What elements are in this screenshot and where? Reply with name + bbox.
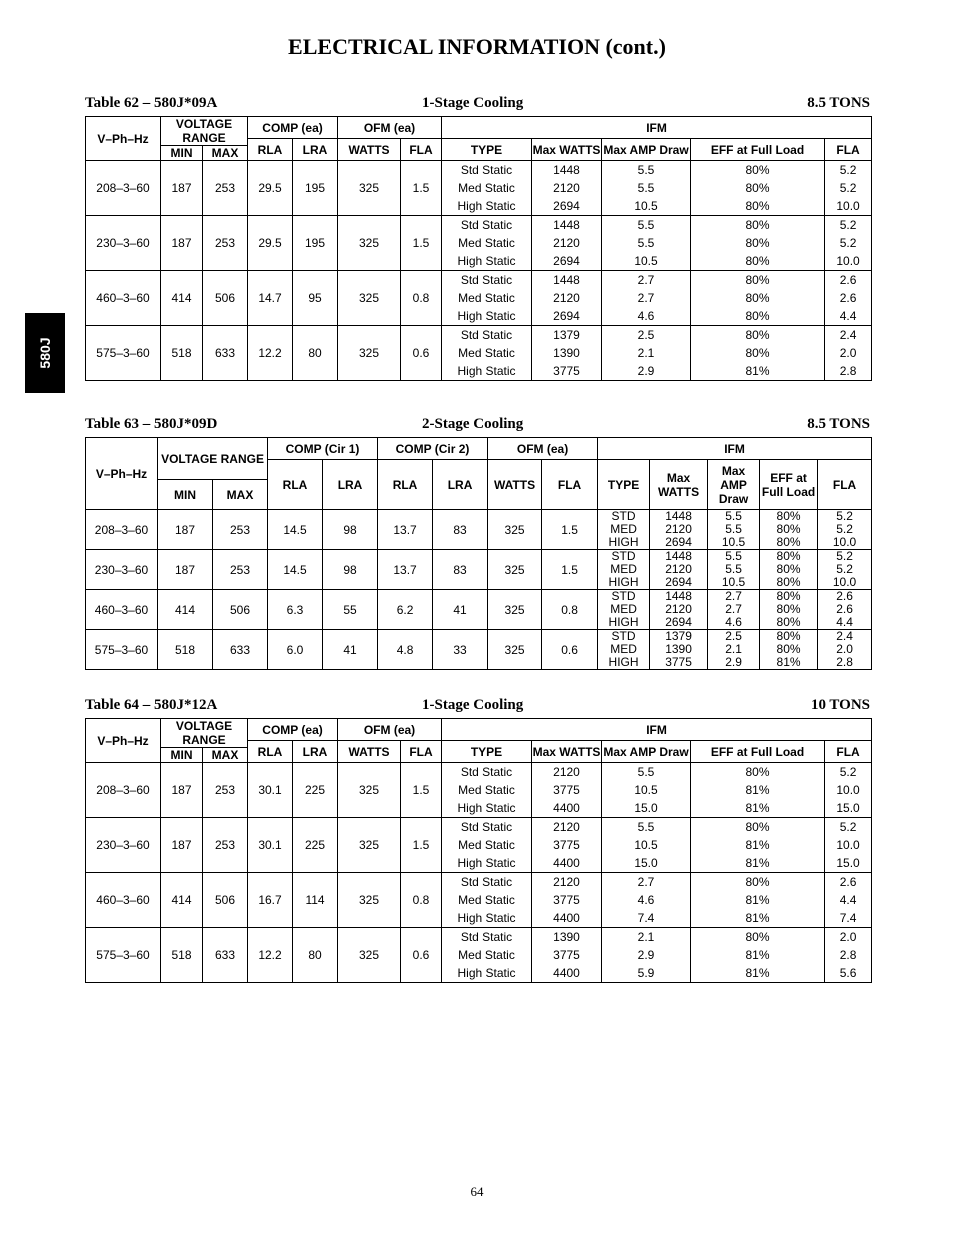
header-ifm: IFM xyxy=(442,719,872,741)
header-ifm-fla: FLA xyxy=(818,460,872,510)
header-rla: RLA xyxy=(248,741,293,763)
cell-watts: 325 xyxy=(338,216,401,271)
cell-vph: 208–3–60 xyxy=(86,763,161,818)
cell-vph: 230–3–60 xyxy=(86,550,158,590)
cell-watts: 325 xyxy=(338,873,401,928)
cell-min: 187 xyxy=(158,510,213,550)
cell-fla: 0.8 xyxy=(542,590,598,630)
header-ifm: IFM xyxy=(442,117,872,139)
cell-lra-cir2: 41 xyxy=(433,590,488,630)
table-title: Table 64 – 580J*12A xyxy=(85,697,218,713)
table-62-caption xyxy=(85,95,870,115)
cell-fla: 0.6 xyxy=(401,326,442,381)
table-row xyxy=(86,161,872,216)
cell-ifm-fla: 2.6 2.6 4.4 xyxy=(818,590,872,630)
cell-ifm-fla: 5.2 5.2 10.0 xyxy=(825,161,872,216)
header-lra: LRA xyxy=(293,741,338,763)
cell-min: 518 xyxy=(161,928,203,983)
cell-rla: 29.5 xyxy=(248,161,293,216)
cell-min: 518 xyxy=(161,326,203,381)
cell-watts: 325 xyxy=(488,590,542,630)
cell-type: STD MED HIGH xyxy=(598,590,650,630)
cell-min: 414 xyxy=(158,590,213,630)
cell-max-watts: 1379 1390 3775 xyxy=(650,630,708,670)
table-tons: 8.5 TONS xyxy=(807,95,870,111)
cell-lra: 195 xyxy=(293,161,338,216)
cell-max-watts: 1379 1390 3775 xyxy=(532,326,602,381)
cell-max-watts: 1448 2120 2694 xyxy=(532,216,602,271)
cell-lra: 80 xyxy=(293,928,338,983)
cell-lra-cir1: 55 xyxy=(323,590,378,630)
cell-max-watts: 1448 2120 2694 xyxy=(650,590,708,630)
cell-type: STD MED HIGH xyxy=(598,630,650,670)
cell-ifm-fla: 2.4 2.0 2.8 xyxy=(825,326,872,381)
cell-ifm-fla: 2.6 2.6 4.4 xyxy=(825,271,872,326)
cell-max: 506 xyxy=(213,590,268,630)
cell-max: 633 xyxy=(203,928,248,983)
header-max-watts: Max WATTS xyxy=(650,460,708,510)
header-max-watts: Max WATTS xyxy=(532,139,602,161)
cell-max-amp: 5.5 5.5 10.5 xyxy=(708,510,760,550)
header-max: MAX xyxy=(203,748,248,763)
cell-max-watts: 2120 3775 4400 xyxy=(532,763,602,818)
header-comp: COMP (ea) xyxy=(248,719,338,741)
cell-max-amp: 5.5 5.5 10.5 xyxy=(602,161,691,216)
cell-min: 187 xyxy=(161,818,203,873)
cell-rla-cir1: 6.0 xyxy=(268,630,323,670)
cell-watts: 325 xyxy=(338,271,401,326)
cell-eff: 80% 80% 80% xyxy=(691,216,825,271)
cell-watts: 325 xyxy=(338,818,401,873)
header-eff: EFF at Full Load xyxy=(691,139,825,161)
cell-lra-cir2: 83 xyxy=(433,550,488,590)
header-vph: V–Ph–Hz xyxy=(86,117,161,161)
cell-rla-cir2: 13.7 xyxy=(378,550,433,590)
header-voltage-range: VOLTAGE RANGE xyxy=(161,117,248,146)
cell-rla: 14.7 xyxy=(248,271,293,326)
header-fla: FLA xyxy=(542,460,598,510)
cell-max-amp: 2.5 2.1 2.9 xyxy=(708,630,760,670)
header-vph: V–Ph–Hz xyxy=(86,719,161,763)
table-64-caption xyxy=(85,697,870,717)
cell-max-amp: 2.7 2.7 4.6 xyxy=(602,271,691,326)
cell-lra-cir1: 98 xyxy=(323,550,378,590)
table-row xyxy=(86,763,872,818)
header-rla: RLA xyxy=(248,139,293,161)
header-max-amp: Max AMP Draw xyxy=(602,139,691,161)
cell-eff: 80% 80% 80% xyxy=(760,510,818,550)
header-min: MIN xyxy=(158,480,213,510)
cell-vph: 208–3–60 xyxy=(86,161,161,216)
cell-lra: 95 xyxy=(293,271,338,326)
cell-eff: 80% 80% 80% xyxy=(691,271,825,326)
header-ofm: OFM (ea) xyxy=(338,117,442,139)
header-type: TYPE xyxy=(598,460,650,510)
cell-type: Std Static Med Static High Static xyxy=(442,818,532,873)
cell-max: 253 xyxy=(203,216,248,271)
cell-min: 187 xyxy=(158,550,213,590)
cell-fla: 0.8 xyxy=(401,873,442,928)
header-comp-cir2: COMP (Cir 2) xyxy=(378,438,488,460)
cell-max: 633 xyxy=(213,630,268,670)
cell-ifm-fla: 5.2 10.0 15.0 xyxy=(825,818,872,873)
header-rla: RLA xyxy=(268,460,323,510)
header-voltage-range: VOLTAGE RANGE xyxy=(161,719,248,748)
cell-ifm-fla: 5.2 5.2 10.0 xyxy=(825,216,872,271)
cell-watts: 325 xyxy=(338,928,401,983)
table-row xyxy=(86,630,872,670)
header-lra: LRA xyxy=(323,460,378,510)
cell-rla-cir2: 13.7 xyxy=(378,510,433,550)
header-min: MIN xyxy=(161,146,203,161)
header-ifm-fla: FLA xyxy=(825,139,872,161)
cell-max: 506 xyxy=(203,271,248,326)
cell-vph: 230–3–60 xyxy=(86,216,161,271)
cell-ifm-fla: 2.0 2.8 5.6 xyxy=(825,928,872,983)
cell-max-watts: 1448 2120 2694 xyxy=(650,510,708,550)
cell-fla: 1.5 xyxy=(401,818,442,873)
table-row xyxy=(86,873,872,928)
cell-lra: 225 xyxy=(293,763,338,818)
cell-ifm-fla: 5.2 5.2 10.0 xyxy=(818,550,872,590)
table-row xyxy=(86,216,872,271)
table-stage: 2-Stage Cooling xyxy=(422,416,524,432)
table-row xyxy=(86,326,872,381)
header-comp-cir1: COMP (Cir 1) xyxy=(268,438,378,460)
cell-ifm-fla: 5.2 10.0 15.0 xyxy=(825,763,872,818)
table-tons: 10 TONS xyxy=(810,697,870,713)
cell-lra: 114 xyxy=(293,873,338,928)
header-ifm: IFM xyxy=(598,438,872,460)
table-62 xyxy=(85,116,872,381)
cell-rla: 16.7 xyxy=(248,873,293,928)
cell-watts: 325 xyxy=(338,763,401,818)
cell-eff: 80% 81% 81% xyxy=(691,928,825,983)
cell-ifm-fla: 2.6 4.4 7.4 xyxy=(825,873,872,928)
cell-fla: 1.5 xyxy=(401,216,442,271)
header-type: TYPE xyxy=(442,139,532,161)
header-ifm-fla: FLA xyxy=(825,741,872,763)
header-max-amp: Max AMP Draw xyxy=(708,460,760,510)
cell-max-watts: 1448 2120 2694 xyxy=(650,550,708,590)
cell-lra: 225 xyxy=(293,818,338,873)
table-row xyxy=(86,550,872,590)
cell-vph: 575–3–60 xyxy=(86,326,161,381)
cell-type: Std Static Med Static High Static xyxy=(442,216,532,271)
cell-ifm-fla: 5.2 5.2 10.0 xyxy=(818,510,872,550)
cell-max-watts: 2120 3775 4400 xyxy=(532,818,602,873)
header-max: MAX xyxy=(213,480,268,510)
header-min: MIN xyxy=(161,748,203,763)
header-watts: WATTS xyxy=(338,741,401,763)
cell-fla: 0.6 xyxy=(542,630,598,670)
cell-max-amp: 2.5 2.1 2.9 xyxy=(602,326,691,381)
cell-max: 633 xyxy=(203,326,248,381)
cell-lra-cir2: 83 xyxy=(433,510,488,550)
header-ofm: OFM (ea) xyxy=(338,719,442,741)
cell-ifm-fla: 2.4 2.0 2.8 xyxy=(818,630,872,670)
cell-watts: 325 xyxy=(488,550,542,590)
cell-eff: 80% 81% 81% xyxy=(691,873,825,928)
cell-fla: 0.8 xyxy=(401,271,442,326)
table-title: Table 63 – 580J*09D xyxy=(85,416,218,432)
cell-eff: 80% 80% 80% xyxy=(760,590,818,630)
cell-max-watts: 1448 2120 2694 xyxy=(532,161,602,216)
header-watts: WATTS xyxy=(338,139,401,161)
cell-vph: 460–3–60 xyxy=(86,271,161,326)
table-stage: 1-Stage Cooling xyxy=(422,95,524,111)
header-voltage-range: VOLTAGE RANGE xyxy=(158,438,268,480)
cell-rla: 12.2 xyxy=(248,326,293,381)
page-title: ELECTRICAL INFORMATION (cont.) xyxy=(288,34,666,59)
cell-type: Std Static Med Static High Static xyxy=(442,928,532,983)
header-max: MAX xyxy=(203,146,248,161)
table-row xyxy=(86,510,872,550)
cell-max: 253 xyxy=(203,161,248,216)
cell-rla: 30.1 xyxy=(248,818,293,873)
cell-max: 253 xyxy=(213,550,268,590)
cell-max-watts: 2120 3775 4400 xyxy=(532,873,602,928)
cell-min: 414 xyxy=(161,873,203,928)
header-ofm: OFM (ea) xyxy=(488,438,598,460)
cell-min: 518 xyxy=(158,630,213,670)
cell-max-amp: 5.5 5.5 10.5 xyxy=(602,216,691,271)
cell-watts: 325 xyxy=(338,161,401,216)
header-eff: EFF at Full Load xyxy=(691,741,825,763)
header-max-amp: Max AMP Draw xyxy=(602,741,691,763)
cell-fla: 1.5 xyxy=(542,550,598,590)
table-row xyxy=(86,928,872,983)
header-lra: LRA xyxy=(433,460,488,510)
cell-eff: 80% 81% 81% xyxy=(691,763,825,818)
cell-rla-cir1: 6.3 xyxy=(268,590,323,630)
cell-eff: 80% 80% 81% xyxy=(691,326,825,381)
cell-vph: 208–3–60 xyxy=(86,510,158,550)
cell-vph: 575–3–60 xyxy=(86,928,161,983)
cell-rla-cir1: 14.5 xyxy=(268,510,323,550)
cell-watts: 325 xyxy=(338,326,401,381)
cell-type: Std Static Med Static High Static xyxy=(442,873,532,928)
cell-max-amp: 2.7 2.7 4.6 xyxy=(708,590,760,630)
header-vph: V–Ph–Hz xyxy=(86,438,158,510)
cell-type: Std Static Med Static High Static xyxy=(442,161,532,216)
table-63-caption xyxy=(85,416,870,436)
cell-watts: 325 xyxy=(488,630,542,670)
cell-lra-cir2: 33 xyxy=(433,630,488,670)
cell-max-amp: 2.1 2.9 5.9 xyxy=(602,928,691,983)
header-rla: RLA xyxy=(378,460,433,510)
header-comp: COMP (ea) xyxy=(248,117,338,139)
cell-type: Std Static Med Static High Static xyxy=(442,326,532,381)
cell-min: 414 xyxy=(161,271,203,326)
header-max-watts: Max WATTS xyxy=(532,741,602,763)
cell-max: 253 xyxy=(203,818,248,873)
cell-max-amp: 2.7 4.6 7.4 xyxy=(602,873,691,928)
cell-lra-cir1: 98 xyxy=(323,510,378,550)
cell-type: STD MED HIGH xyxy=(598,510,650,550)
table-64 xyxy=(85,718,872,983)
cell-rla-cir1: 14.5 xyxy=(268,550,323,590)
cell-min: 187 xyxy=(161,763,203,818)
cell-rla: 30.1 xyxy=(248,763,293,818)
cell-eff: 80% 80% 80% xyxy=(760,550,818,590)
cell-vph: 460–3–60 xyxy=(86,873,161,928)
cell-max-watts: 1448 2120 2694 xyxy=(532,271,602,326)
table-row xyxy=(86,271,872,326)
table-row xyxy=(86,590,872,630)
cell-type: STD MED HIGH xyxy=(598,550,650,590)
cell-max-amp: 5.5 10.5 15.0 xyxy=(602,763,691,818)
table-stage: 1-Stage Cooling xyxy=(422,697,524,713)
section-tab-label: 580J xyxy=(37,337,53,369)
cell-max: 253 xyxy=(203,763,248,818)
header-lra: LRA xyxy=(293,139,338,161)
cell-fla: 1.5 xyxy=(401,763,442,818)
cell-type: Std Static Med Static High Static xyxy=(442,271,532,326)
table-title: Table 62 – 580J*09A xyxy=(85,95,218,111)
cell-rla: 12.2 xyxy=(248,928,293,983)
header-watts: WATTS xyxy=(488,460,542,510)
cell-max: 506 xyxy=(203,873,248,928)
header-fla: FLA xyxy=(401,139,442,161)
table-63 xyxy=(85,437,872,670)
cell-fla: 1.5 xyxy=(401,161,442,216)
cell-vph: 460–3–60 xyxy=(86,590,158,630)
cell-rla-cir2: 4.8 xyxy=(378,630,433,670)
cell-fla: 0.6 xyxy=(401,928,442,983)
cell-lra-cir1: 41 xyxy=(323,630,378,670)
cell-eff: 80% 80% 81% xyxy=(760,630,818,670)
header-type: TYPE xyxy=(442,741,532,763)
cell-type: Std Static Med Static High Static xyxy=(442,763,532,818)
cell-eff: 80% 81% 81% xyxy=(691,818,825,873)
page-number: 64 xyxy=(470,1184,484,1199)
cell-max-amp: 5.5 5.5 10.5 xyxy=(708,550,760,590)
header-fla: FLA xyxy=(401,741,442,763)
section-tab xyxy=(25,313,65,393)
cell-rla-cir2: 6.2 xyxy=(378,590,433,630)
cell-lra: 80 xyxy=(293,326,338,381)
cell-min: 187 xyxy=(161,161,203,216)
cell-vph: 230–3–60 xyxy=(86,818,161,873)
cell-min: 187 xyxy=(161,216,203,271)
cell-eff: 80% 80% 80% xyxy=(691,161,825,216)
cell-watts: 325 xyxy=(488,510,542,550)
cell-lra: 195 xyxy=(293,216,338,271)
cell-vph: 575–3–60 xyxy=(86,630,158,670)
cell-max-amp: 5.5 10.5 15.0 xyxy=(602,818,691,873)
table-tons: 8.5 TONS xyxy=(807,416,870,432)
cell-rla: 29.5 xyxy=(248,216,293,271)
header-eff: EFF at Full Load xyxy=(760,460,818,510)
cell-max: 253 xyxy=(213,510,268,550)
cell-fla: 1.5 xyxy=(542,510,598,550)
table-row xyxy=(86,818,872,873)
cell-max-watts: 1390 3775 4400 xyxy=(532,928,602,983)
